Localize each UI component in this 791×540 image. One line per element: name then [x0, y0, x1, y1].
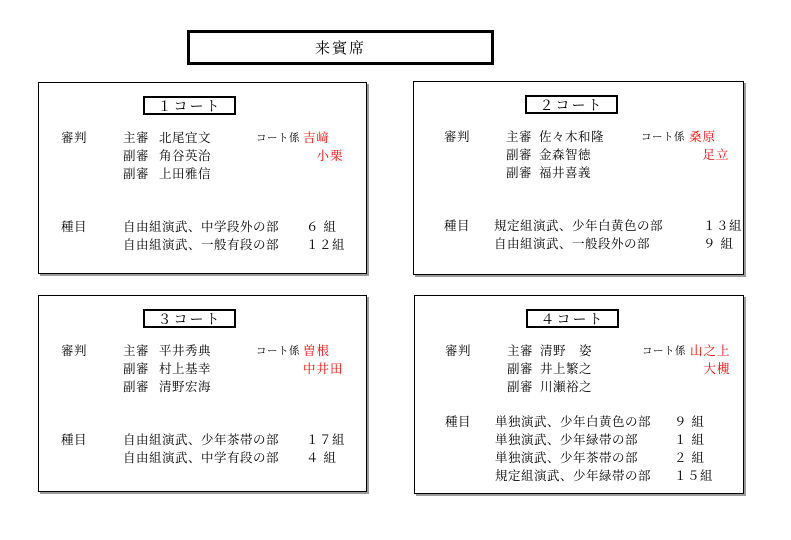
- referee-name: 金森智徳: [539, 147, 592, 162]
- referee-name: 佐々木和隆: [539, 129, 605, 144]
- event-count: ４ 組: [306, 450, 337, 465]
- event-name: 自由組演武、中学有段の部: [123, 450, 280, 465]
- referee-name: 川瀬裕之: [540, 379, 593, 394]
- event-count: １ 組: [674, 432, 705, 447]
- event-count: ９ 組: [674, 414, 705, 429]
- court-3-box: [38, 295, 367, 492]
- event-count: １２組: [306, 237, 346, 252]
- referee-role-label: 副審: [507, 379, 534, 394]
- event-count: ２ 組: [674, 450, 705, 465]
- court-staff-name: 桑原: [689, 129, 717, 144]
- referee-role-label: 副審: [123, 148, 150, 163]
- event-count: １３組: [703, 218, 743, 233]
- event-name: 自由組演武、一般段外の部: [494, 236, 651, 251]
- referee-section-label: 審判: [444, 129, 471, 144]
- referee-role-label: 副審: [506, 165, 533, 180]
- referee-role-label: 副審: [507, 361, 534, 376]
- court-staff-label: コート係: [641, 131, 685, 143]
- event-name: 単独演武、少年緑帯の部: [495, 432, 639, 447]
- referee-name: 清野 姿: [540, 343, 593, 358]
- events-section-label: 種目: [444, 218, 471, 233]
- referee-role-label: 主審: [506, 129, 533, 144]
- court-staff-name: 大槻: [690, 361, 731, 376]
- event-count: １５組: [674, 468, 714, 483]
- court-title-box: [525, 95, 618, 114]
- court-title-box: [143, 309, 236, 328]
- court-title-box: [526, 309, 619, 328]
- court-2-box: [413, 81, 744, 275]
- court-staff-name: 小栗: [303, 148, 344, 163]
- event-name: 自由組演武、一般有段の部: [123, 237, 280, 252]
- guest-seat-label: 来賓席: [314, 39, 366, 57]
- event-name: 規定組演武、少年緑帯の部: [495, 468, 652, 483]
- referee-role-label: 主審: [123, 343, 150, 358]
- court-staff-name: 山之上: [690, 343, 731, 358]
- referee-name: 平井秀典: [159, 343, 212, 358]
- events-section-label: 種目: [61, 432, 88, 447]
- events-section-label: 種目: [61, 219, 88, 234]
- event-name: 規定組演武、少年白黄色の部: [494, 218, 664, 233]
- court-title: ３コート: [157, 311, 222, 328]
- referee-role-label: 副審: [506, 147, 533, 162]
- referee-section-label: 審判: [445, 343, 472, 358]
- court-staff-name: 吉﨑: [303, 130, 331, 145]
- events-section-label: 種目: [445, 414, 472, 429]
- court-title: ２コート: [539, 97, 604, 114]
- referee-section-label: 審判: [61, 343, 88, 358]
- referee-name: 井上繁之: [540, 361, 593, 376]
- court-staff-label: コート係: [256, 132, 300, 144]
- referee-role-label: 副審: [123, 361, 150, 376]
- referee-role-label: 副審: [123, 379, 150, 394]
- event-count: １７組: [306, 432, 346, 447]
- referee-name: 上田雅信: [159, 166, 212, 181]
- court-title-box: [143, 96, 236, 115]
- referee-name: 北尾宜文: [159, 130, 212, 145]
- referee-name: 村上基幸: [159, 361, 212, 376]
- referee-section-label: 審判: [61, 130, 88, 145]
- referee-name: 清野宏海: [159, 379, 212, 394]
- referee-role-label: 主審: [123, 130, 150, 145]
- event-name: 単独演武、少年白黄色の部: [495, 414, 652, 429]
- court-staff-name: 中井田: [303, 361, 344, 376]
- referee-name: 福井喜義: [539, 165, 592, 180]
- court-4-box: [414, 295, 744, 494]
- referee-name: 角谷英治: [159, 148, 212, 163]
- referee-role-label: 主審: [507, 343, 534, 358]
- event-count: ９ 組: [703, 236, 734, 251]
- event-count: ６ 組: [306, 219, 337, 234]
- event-name: 自由組演武、少年茶帯の部: [123, 432, 280, 447]
- court-staff-name: 足立: [689, 147, 730, 162]
- referee-role-label: 副審: [123, 166, 150, 181]
- event-name: 単独演武、少年茶帯の部: [495, 450, 639, 465]
- court-staff-name: 曽根: [303, 343, 331, 358]
- court-staff-label: コート係: [256, 345, 300, 357]
- court-title: ４コート: [540, 311, 605, 328]
- guest-seat-box: [187, 30, 494, 65]
- court-1-box: [38, 82, 367, 274]
- event-name: 自由組演武、中学段外の部: [123, 219, 280, 234]
- court-staff-label: コート係: [642, 345, 686, 357]
- court-title: １コート: [157, 98, 222, 115]
